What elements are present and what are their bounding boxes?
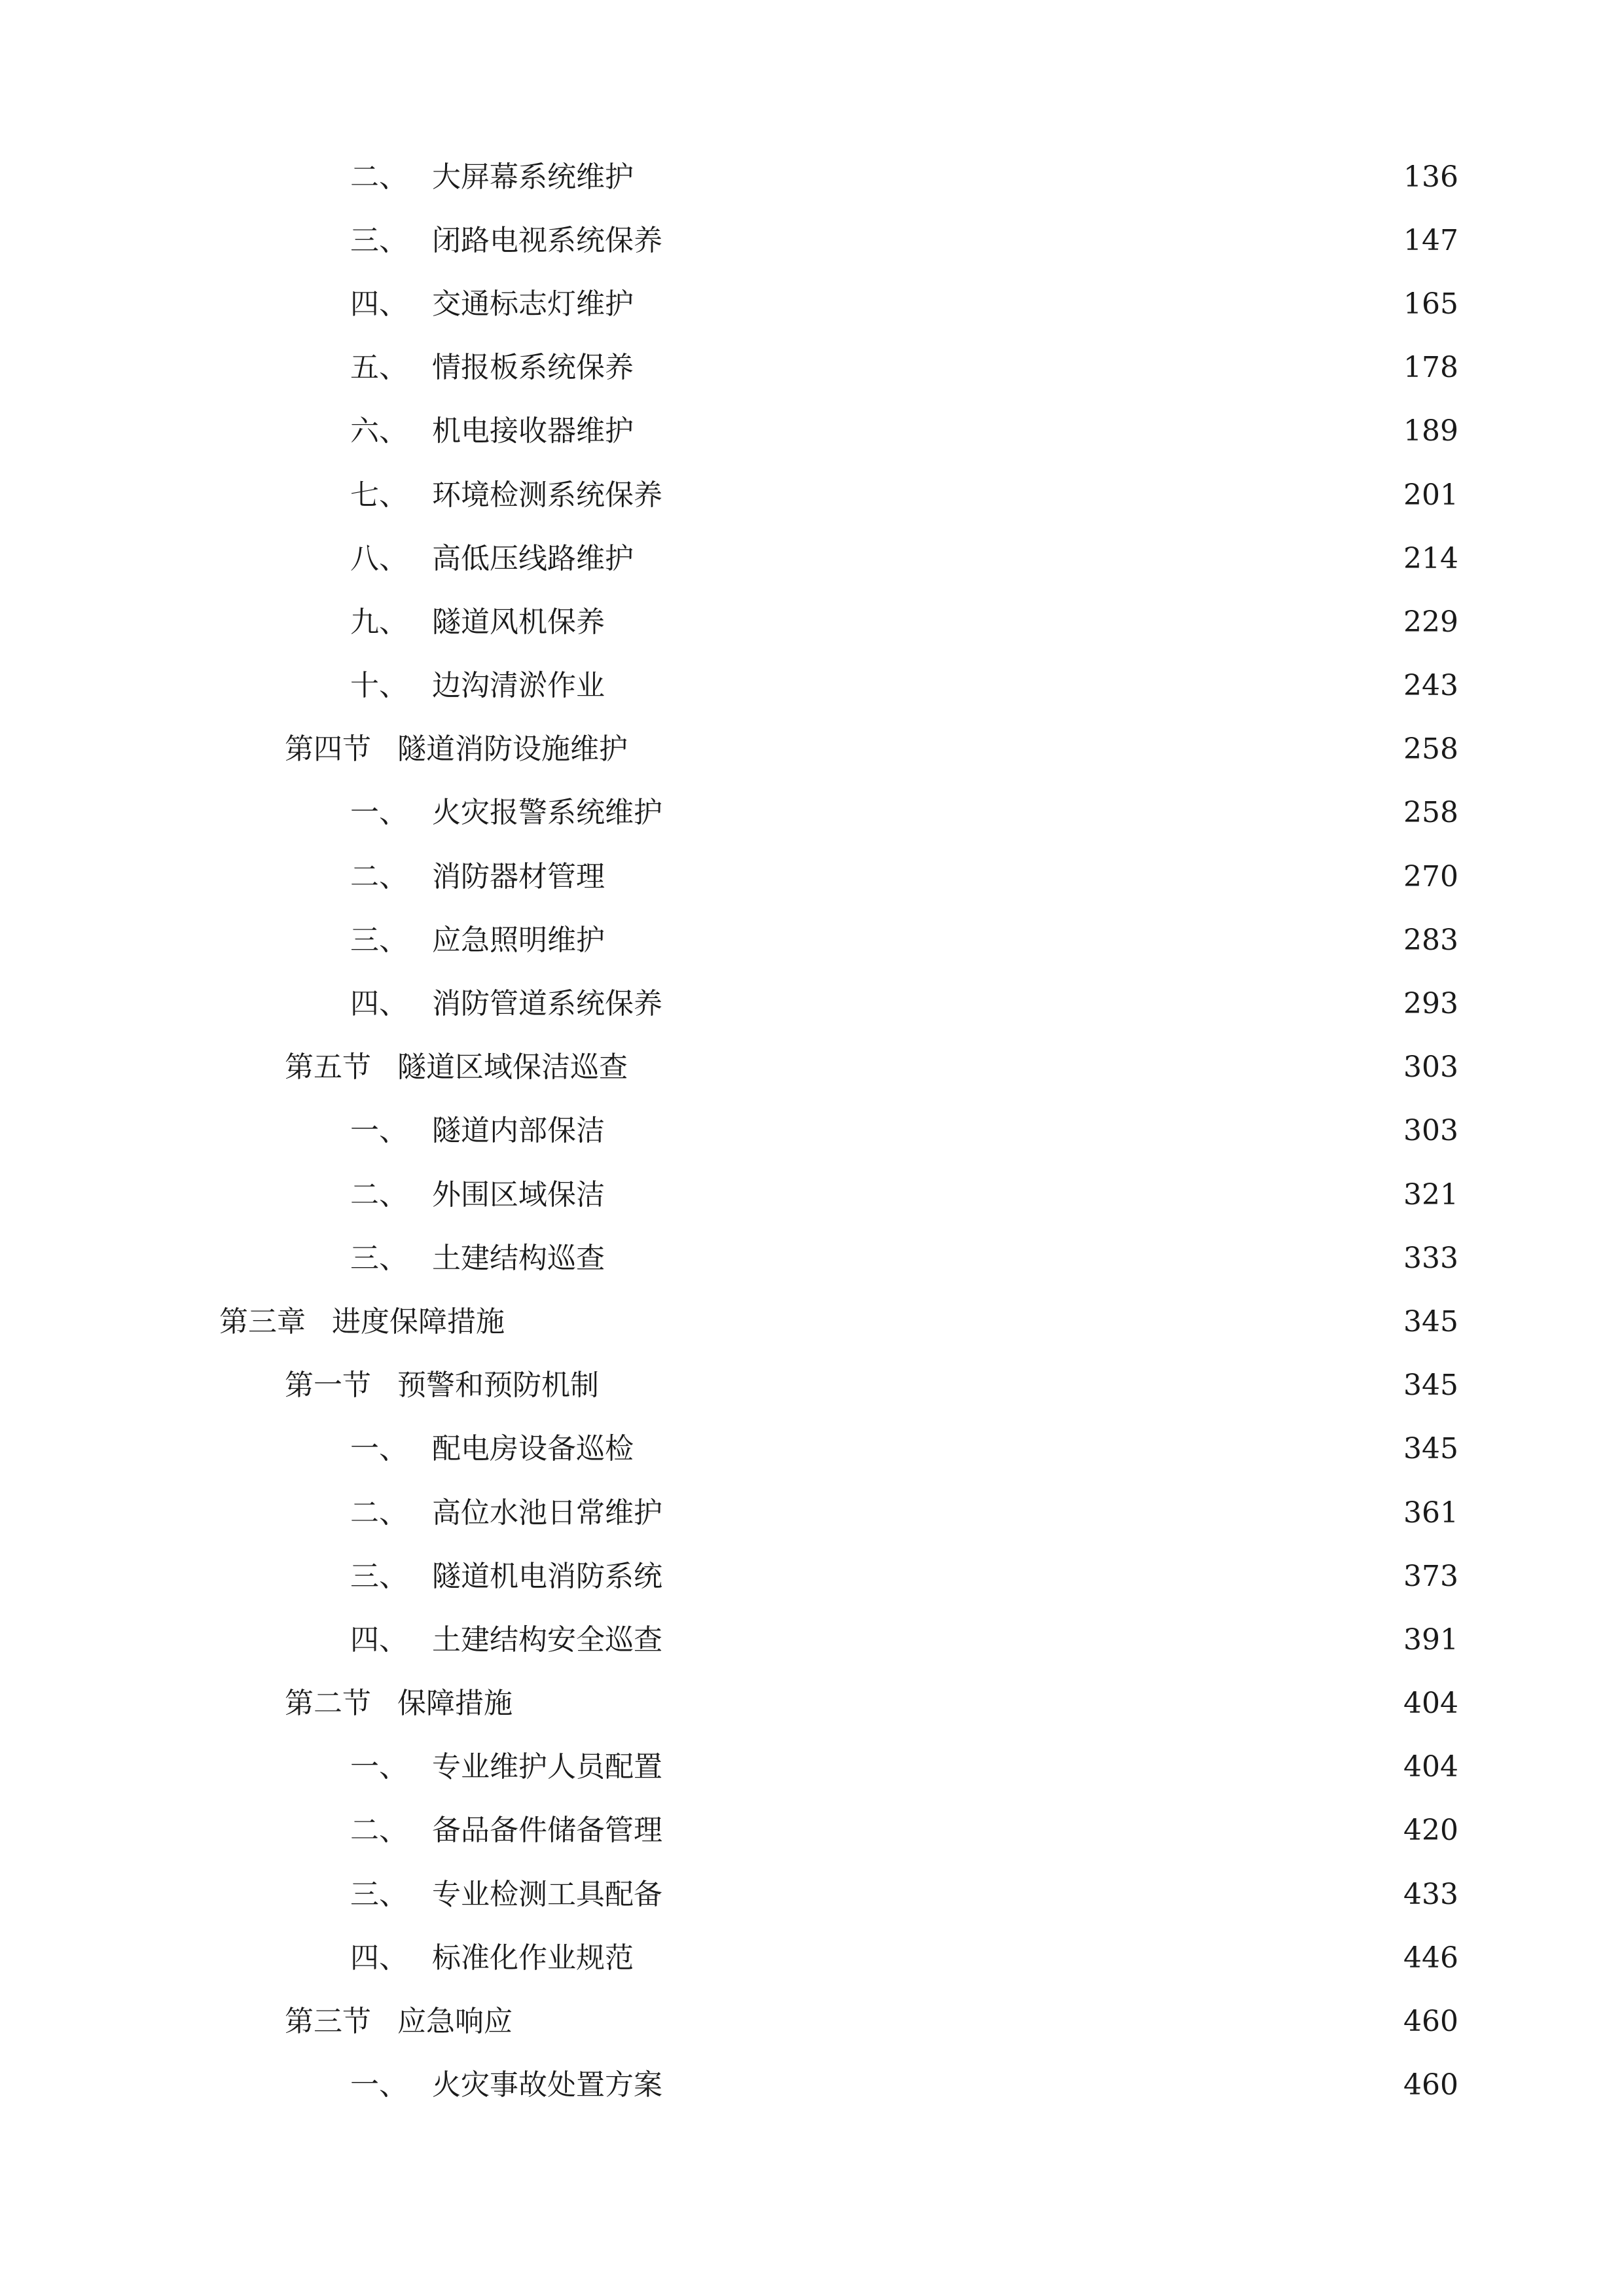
toc-item-entry[interactable] (0, 781, 1624, 845)
toc-entry-number: 二、 (350, 1177, 408, 1211)
toc-entry-page-number: 136 (1403, 160, 1458, 194)
toc-entry-title: 大屏幕系统维护 (432, 160, 634, 194)
toc-section-entry[interactable] (0, 1036, 1624, 1100)
dot-leader (672, 2066, 1388, 2105)
toc-entry-title: 土建结构巡查 (432, 1241, 605, 1275)
toc-item-entry[interactable] (0, 1163, 1624, 1227)
dot-leader (643, 348, 1388, 387)
toc-entry-number: 第五节 (285, 1050, 371, 1085)
toc-entry-page-number: 404 (1403, 1687, 1458, 1721)
dot-leader (643, 1939, 1388, 1978)
toc-item-entry[interactable] (0, 1926, 1624, 1990)
toc-entry-page-number: 361 (1403, 1496, 1458, 1530)
toc-entry-title: 隧道消防设施维护 (397, 732, 628, 766)
toc-item-entry[interactable] (0, 1799, 1624, 1863)
toc-entry-number: 第四节 (285, 732, 371, 766)
toc-entry-page-number: 333 (1403, 1241, 1458, 1275)
dot-leader (522, 2002, 1388, 2041)
toc-entry-number: 六、 (350, 414, 408, 448)
toc-entry-title: 应急照明维护 (432, 923, 605, 957)
toc-entry-title: 保障措施 (397, 1687, 513, 1721)
toc-item-entry[interactable] (0, 1736, 1624, 1799)
dot-leader (643, 158, 1388, 197)
dot-leader (672, 1621, 1388, 1660)
toc-entry-title: 闭路电视系统保养 (432, 223, 662, 257)
toc-entry-page-number: 303 (1403, 1114, 1458, 1148)
toc-entry-title: 外围区域保洁 (432, 1177, 605, 1211)
toc-entry-page-number: 345 (1403, 1369, 1458, 1403)
toc-entry-number: 九、 (350, 605, 408, 639)
toc-entry-title: 火灾事故处置方案 (432, 2068, 662, 2102)
dot-leader (608, 1366, 1388, 1405)
toc-entry-title: 隧道区域保洁巡查 (397, 1050, 628, 1085)
toc-entry-page-number: 345 (1403, 1432, 1458, 1466)
toc-entry-number: 第三节 (285, 2005, 371, 2039)
toc-item-entry[interactable] (0, 2054, 1624, 2117)
toc-entry-number: 二、 (350, 1496, 408, 1530)
dot-leader (643, 412, 1388, 451)
toc-item-entry[interactable] (0, 655, 1624, 718)
toc-item-entry[interactable] (0, 972, 1624, 1035)
toc-entry-title: 消防器材管理 (432, 859, 605, 893)
toc-entry-title: 高低压线路维护 (432, 541, 634, 575)
dot-leader (672, 221, 1388, 260)
dot-leader (643, 539, 1388, 579)
toc-entry-number: 一、 (350, 796, 408, 830)
toc-entry-page-number: 147 (1403, 223, 1458, 257)
toc-entry-page-number: 243 (1403, 669, 1458, 703)
toc-item-entry[interactable] (0, 400, 1624, 463)
toc-entry-page-number: 258 (1403, 732, 1458, 766)
toc-entry-number: 第二节 (285, 1687, 371, 1721)
toc-item-entry[interactable] (0, 1545, 1624, 1608)
toc-entry-number: 三、 (350, 223, 408, 257)
toc-entry-page-number: 460 (1403, 2005, 1458, 2039)
toc-entry-page-number: 189 (1403, 414, 1458, 448)
dot-leader (514, 1302, 1388, 1342)
dot-leader (614, 921, 1388, 960)
toc-entry-page-number: 420 (1403, 1814, 1458, 1848)
toc-entry-page-number: 404 (1403, 1750, 1458, 1784)
toc-entry-number: 一、 (350, 1750, 408, 1784)
toc-entry-page-number: 258 (1403, 796, 1458, 830)
toc-entry-page-number: 433 (1403, 1877, 1458, 1911)
dot-leader (672, 476, 1388, 515)
toc-entry-number: 四、 (350, 987, 408, 1021)
toc-entry-title: 土建结构安全巡查 (432, 1623, 662, 1657)
toc-entry-title: 火灾报警系统维护 (432, 796, 662, 830)
toc-entry-title: 预警和预防机制 (397, 1369, 599, 1403)
toc-entry-page-number: 283 (1403, 923, 1458, 957)
toc-section-entry[interactable] (0, 1672, 1624, 1736)
toc-entry-page-number: 345 (1403, 1304, 1458, 1338)
toc-entry-title: 隧道机电消防系统 (432, 1559, 662, 1593)
table-of-contents (0, 145, 1624, 2117)
dot-leader (637, 1048, 1388, 1087)
toc-entry-page-number: 373 (1403, 1559, 1458, 1593)
dot-leader (672, 1494, 1388, 1533)
toc-item-entry[interactable] (0, 590, 1624, 654)
toc-entry-number: 四、 (350, 1941, 408, 1975)
toc-entry-page-number: 201 (1403, 478, 1458, 512)
dot-leader (672, 793, 1388, 833)
toc-item-entry[interactable] (0, 845, 1624, 908)
toc-section-entry[interactable] (0, 718, 1624, 781)
dot-leader (672, 984, 1388, 1024)
toc-item-entry[interactable] (0, 463, 1624, 527)
toc-item-entry[interactable] (0, 908, 1624, 972)
dot-leader (614, 666, 1388, 706)
toc-entry-number: 一、 (350, 1114, 408, 1148)
dot-leader (672, 1875, 1388, 1914)
toc-entry-number: 二、 (350, 160, 408, 194)
toc-entry-number: 八、 (350, 541, 408, 575)
dot-leader (522, 1684, 1388, 1723)
toc-entry-number: 一、 (350, 2068, 408, 2102)
toc-entry-title: 隧道风机保养 (432, 605, 605, 639)
toc-entry-page-number: 391 (1403, 1623, 1458, 1657)
toc-entry-title: 配电房设备巡检 (432, 1432, 634, 1466)
toc-section-entry[interactable] (0, 1354, 1624, 1418)
toc-entry-title: 备品备件储备管理 (432, 1814, 662, 1848)
toc-entry-number: 五、 (350, 351, 408, 385)
toc-entry-number: 十、 (350, 669, 408, 703)
dot-leader (637, 730, 1388, 769)
toc-entry-number: 三、 (350, 923, 408, 957)
dot-leader (614, 857, 1388, 897)
toc-entry-page-number: 178 (1403, 351, 1458, 385)
toc-entry-number: 三、 (350, 1877, 408, 1911)
toc-entry-title: 消防管道系统保养 (432, 987, 662, 1021)
dot-leader (643, 1429, 1388, 1469)
toc-entry-title: 进度保障措施 (332, 1304, 505, 1338)
toc-entry-number: 第一节 (285, 1369, 371, 1403)
dot-leader (614, 603, 1388, 642)
toc-item-entry[interactable] (0, 1481, 1624, 1545)
toc-entry-title: 边沟清淤作业 (432, 669, 605, 703)
toc-entry-title: 交通标志灯维护 (432, 287, 634, 321)
toc-item-entry[interactable] (0, 145, 1624, 209)
toc-entry-number: 第三章 (219, 1304, 306, 1338)
dot-leader (614, 1175, 1388, 1215)
toc-item-entry[interactable] (0, 527, 1624, 590)
toc-entry-number: 二、 (350, 1814, 408, 1848)
toc-entry-title: 应急响应 (397, 2005, 513, 2039)
toc-item-entry[interactable] (0, 336, 1624, 400)
toc-entry-page-number: 165 (1403, 287, 1458, 321)
dot-leader (672, 1557, 1388, 1596)
toc-entry-page-number: 321 (1403, 1177, 1458, 1211)
toc-entry-number: 四、 (350, 1623, 408, 1657)
dot-leader (643, 285, 1388, 324)
dot-leader (614, 1239, 1388, 1278)
toc-entry-title: 情报板系统保养 (432, 351, 634, 385)
toc-entry-page-number: 460 (1403, 2068, 1458, 2102)
toc-entry-title: 隧道内部保洁 (432, 1114, 605, 1148)
toc-item-entry[interactable] (0, 1418, 1624, 1481)
toc-entry-page-number: 293 (1403, 987, 1458, 1021)
toc-chapter-entry[interactable] (0, 1290, 1624, 1354)
toc-entry-page-number: 446 (1403, 1941, 1458, 1975)
toc-item-entry[interactable] (0, 272, 1624, 336)
toc-entry-number: 七、 (350, 478, 408, 512)
toc-entry-page-number: 229 (1403, 605, 1458, 639)
toc-entry-number: 四、 (350, 287, 408, 321)
toc-item-entry[interactable] (0, 1863, 1624, 1926)
toc-entry-number: 二、 (350, 859, 408, 893)
toc-entry-title: 环境检测系统保养 (432, 478, 662, 512)
toc-entry-title: 机电接收器维护 (432, 414, 634, 448)
toc-entry-number: 三、 (350, 1559, 408, 1593)
toc-entry-page-number: 270 (1403, 859, 1458, 893)
toc-entry-title: 高位水池日常维护 (432, 1496, 662, 1530)
toc-entry-title: 标准化作业规范 (432, 1941, 634, 1975)
toc-entry-number: 三、 (350, 1241, 408, 1275)
toc-item-entry[interactable] (0, 1608, 1624, 1672)
toc-entry-title: 专业维护人员配置 (432, 1750, 662, 1784)
dot-leader (672, 1811, 1388, 1850)
dot-leader (614, 1111, 1388, 1151)
toc-item-entry[interactable] (0, 209, 1624, 272)
toc-section-entry[interactable] (0, 1990, 1624, 2053)
toc-entry-title: 专业检测工具配备 (432, 1877, 662, 1911)
toc-item-entry[interactable] (0, 1100, 1624, 1163)
toc-entry-number: 一、 (350, 1432, 408, 1466)
toc-item-entry[interactable] (0, 1227, 1624, 1290)
toc-entry-page-number: 303 (1403, 1050, 1458, 1085)
dot-leader (672, 1748, 1388, 1787)
toc-entry-page-number: 214 (1403, 541, 1458, 575)
